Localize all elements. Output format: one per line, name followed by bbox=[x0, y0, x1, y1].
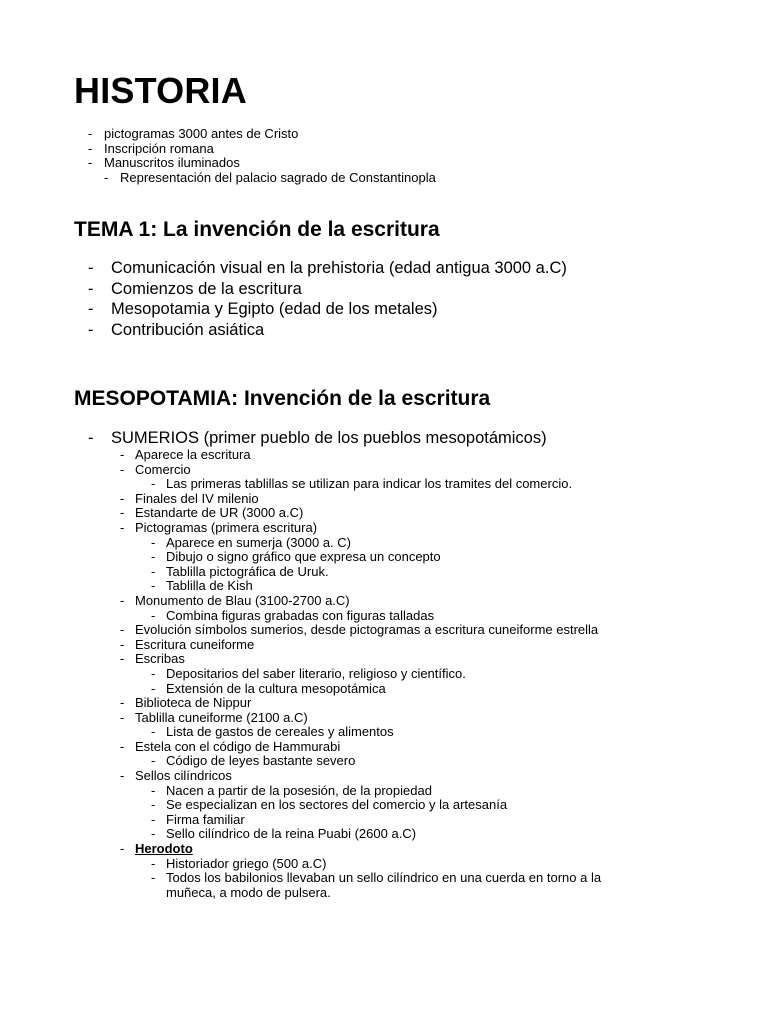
list-item-text: pictogramas 3000 antes de Cristo bbox=[104, 126, 299, 141]
list-item-text: Estandarte de UR (3000 a.C) bbox=[135, 505, 304, 521]
mesopotamia-list bbox=[0, 428, 768, 900]
list-item-text: Herodoto bbox=[135, 841, 193, 857]
list-item-text: Firma familiar bbox=[166, 811, 245, 827]
list-item bbox=[0, 320, 768, 341]
bullet-dash: - bbox=[88, 155, 93, 171]
list-item bbox=[0, 565, 768, 580]
list-item bbox=[0, 842, 768, 857]
tema1-heading: TEMA 1: La invención de la escritura bbox=[74, 218, 440, 241]
list-item-text: Lista de gastos de cereales y alimentos bbox=[166, 724, 394, 740]
list-item bbox=[0, 682, 768, 697]
list-item bbox=[0, 463, 768, 478]
list-item bbox=[0, 171, 768, 186]
bullet-dash: - bbox=[88, 259, 94, 277]
list-item bbox=[0, 711, 768, 726]
list-item bbox=[0, 492, 768, 507]
list-item bbox=[0, 299, 768, 320]
list-item-text: Contribución asiática bbox=[111, 320, 265, 339]
bullet-dash: - bbox=[120, 505, 125, 521]
bullet-dash: - bbox=[151, 870, 156, 886]
list-item-text: Nacen a partir de la posesión, de la propiedad bbox=[166, 782, 432, 798]
list-item bbox=[0, 142, 768, 157]
bullet-dash: - bbox=[151, 563, 156, 579]
list-item bbox=[0, 156, 768, 171]
list-item-sumerios bbox=[0, 428, 768, 448]
list-item-text: Se especializan en los sectores del comercio y la artesanía bbox=[166, 797, 508, 813]
list-item bbox=[0, 258, 768, 279]
list-item bbox=[0, 769, 768, 784]
list-item-text: Todos los babilonios llevaban un sello cilíndrico en una cuerda en torno a la bbox=[166, 870, 602, 886]
list-item-text: Extensión de la cultura mesopotámica bbox=[166, 680, 386, 696]
bullet-dash: - bbox=[120, 695, 125, 711]
list-item bbox=[0, 594, 768, 609]
list-item bbox=[0, 696, 768, 711]
bullet-dash: - bbox=[88, 126, 93, 141]
bullet-dash: - bbox=[120, 651, 125, 667]
bullet-dash: - bbox=[151, 724, 156, 740]
list-item-text: Evolución símbolos sumerios, desde pictogramas a escritura cuneiforme estrella bbox=[135, 622, 599, 638]
bullet-dash: - bbox=[120, 447, 125, 462]
bullet-dash: - bbox=[120, 490, 125, 506]
intro-list bbox=[0, 127, 768, 186]
bullet-dash: - bbox=[151, 826, 156, 842]
list-item-text: Escribas bbox=[135, 651, 185, 667]
bullet-dash: - bbox=[120, 461, 125, 477]
list-item-text: Manuscritos iluminados bbox=[104, 155, 240, 171]
list-item-text: Depositarios del saber literario, religioso y científico. bbox=[166, 665, 466, 681]
list-item bbox=[0, 667, 768, 682]
list-item bbox=[0, 609, 768, 624]
bullet-dash: - bbox=[88, 140, 93, 156]
list-item bbox=[0, 579, 768, 594]
list-item-text: Mesopotamia y Egipto (edad de los metales) bbox=[111, 300, 438, 318]
list-item-text: Estela con el código de Hammurabi bbox=[135, 738, 341, 754]
list-item bbox=[0, 127, 768, 142]
list-item bbox=[0, 827, 768, 842]
bullet-dash: - bbox=[120, 519, 125, 535]
list-item bbox=[0, 725, 768, 740]
bullet-dash: - bbox=[120, 622, 125, 638]
bullet-dash: - bbox=[88, 300, 94, 318]
list-item bbox=[0, 871, 768, 886]
list-item-text: Finales del IV milenio bbox=[135, 490, 259, 506]
list-item-text: Tablilla de Kish bbox=[166, 578, 253, 594]
list-item-text: Comienzos de la escritura bbox=[111, 279, 302, 298]
list-item-text: SUMERIOS (primer pueblo de los pueblos mesopotámicos) bbox=[111, 429, 547, 447]
list-item-text: Historiador griego (500 a.C) bbox=[166, 855, 327, 871]
list-item-text: Aparece en sumerja (3000 a. C) bbox=[166, 534, 351, 550]
bullet-dash: - bbox=[88, 279, 94, 298]
bullet-dash: - bbox=[151, 607, 156, 623]
list-item-text: Código de leyes bastante severo bbox=[166, 753, 356, 769]
mesopotamia-heading: MESOPOTAMIA: Invención de la escritura bbox=[74, 387, 491, 410]
list-item-text: Las primeras tablillas se utilizan para indicar los tramites del comercio. bbox=[166, 476, 573, 492]
list-item-text: Representación del palacio sagrado de Constantinopla bbox=[120, 170, 436, 186]
list-item-text: Sello cilíndrico de la reina Puabi (2600 a.C) bbox=[166, 826, 417, 842]
bullet-dash: - bbox=[88, 429, 94, 447]
bullet-dash: - bbox=[151, 534, 156, 550]
list-item-text: muñeca, a modo de pulsera. bbox=[166, 884, 331, 900]
list-item-text: Tablilla pictográfica de Uruk. bbox=[166, 563, 329, 579]
bullet-dash: - bbox=[151, 680, 156, 696]
list-item-text: Comunicación visual en la prehistoria (edad antigua 3000 a.C) bbox=[111, 259, 567, 277]
bullet-dash: - bbox=[120, 592, 125, 608]
list-item bbox=[0, 754, 768, 769]
list-item bbox=[0, 521, 768, 536]
list-item-text: Combina figuras grabadas con figuras talladas bbox=[166, 607, 435, 623]
bullet-dash: - bbox=[151, 578, 156, 594]
bullet-dash: - bbox=[120, 768, 125, 784]
bullet-dash: - bbox=[151, 811, 156, 827]
list-item bbox=[0, 784, 768, 799]
bullet-dash: - bbox=[151, 855, 156, 871]
list-item-text: Comercio bbox=[135, 461, 191, 477]
list-item-text: Pictogramas (primera escritura) bbox=[135, 519, 318, 535]
bullet-dash: - bbox=[88, 320, 94, 339]
list-item bbox=[0, 813, 768, 828]
bullet-dash: - bbox=[151, 665, 156, 681]
page-title: HISTORIA bbox=[74, 70, 247, 111]
list-item bbox=[0, 536, 768, 551]
bullet-dash: - bbox=[104, 170, 109, 186]
list-item bbox=[0, 506, 768, 521]
bullet-dash: - bbox=[151, 797, 156, 813]
list-item bbox=[0, 623, 768, 638]
list-item bbox=[0, 279, 768, 300]
bullet-dash: - bbox=[120, 738, 125, 754]
bullet-dash: - bbox=[120, 636, 125, 652]
tema1-list bbox=[0, 258, 768, 340]
list-item-text: Aparece la escritura bbox=[135, 447, 251, 462]
bullet-dash: - bbox=[151, 782, 156, 798]
list-item bbox=[0, 652, 768, 667]
list-item bbox=[0, 448, 768, 463]
list-item-text: Dibujo o signo gráfico que expresa un concepto bbox=[166, 549, 441, 565]
list-item bbox=[0, 886, 768, 901]
list-item bbox=[0, 477, 768, 492]
bullet-dash: - bbox=[120, 841, 125, 857]
bullet-dash: - bbox=[151, 476, 156, 492]
list-item-text: Tablilla cuneiforme (2100 a.C) bbox=[135, 709, 308, 725]
list-item bbox=[0, 550, 768, 565]
list-item-text: Sellos cilíndricos bbox=[135, 768, 232, 784]
list-item-text: Biblioteca de Nippur bbox=[135, 695, 252, 711]
list-item-text: Escritura cuneiforme bbox=[135, 636, 255, 652]
list-item bbox=[0, 857, 768, 872]
bullet-dash: - bbox=[120, 709, 125, 725]
bullet-dash: - bbox=[151, 549, 156, 565]
list-item-text: Inscripción romana bbox=[104, 140, 214, 156]
list-item bbox=[0, 798, 768, 813]
list-item bbox=[0, 740, 768, 755]
list-item-text: Monumento de Blau (3100-2700 a.C) bbox=[135, 592, 350, 608]
bullet-dash: - bbox=[151, 753, 156, 769]
list-item bbox=[0, 638, 768, 653]
